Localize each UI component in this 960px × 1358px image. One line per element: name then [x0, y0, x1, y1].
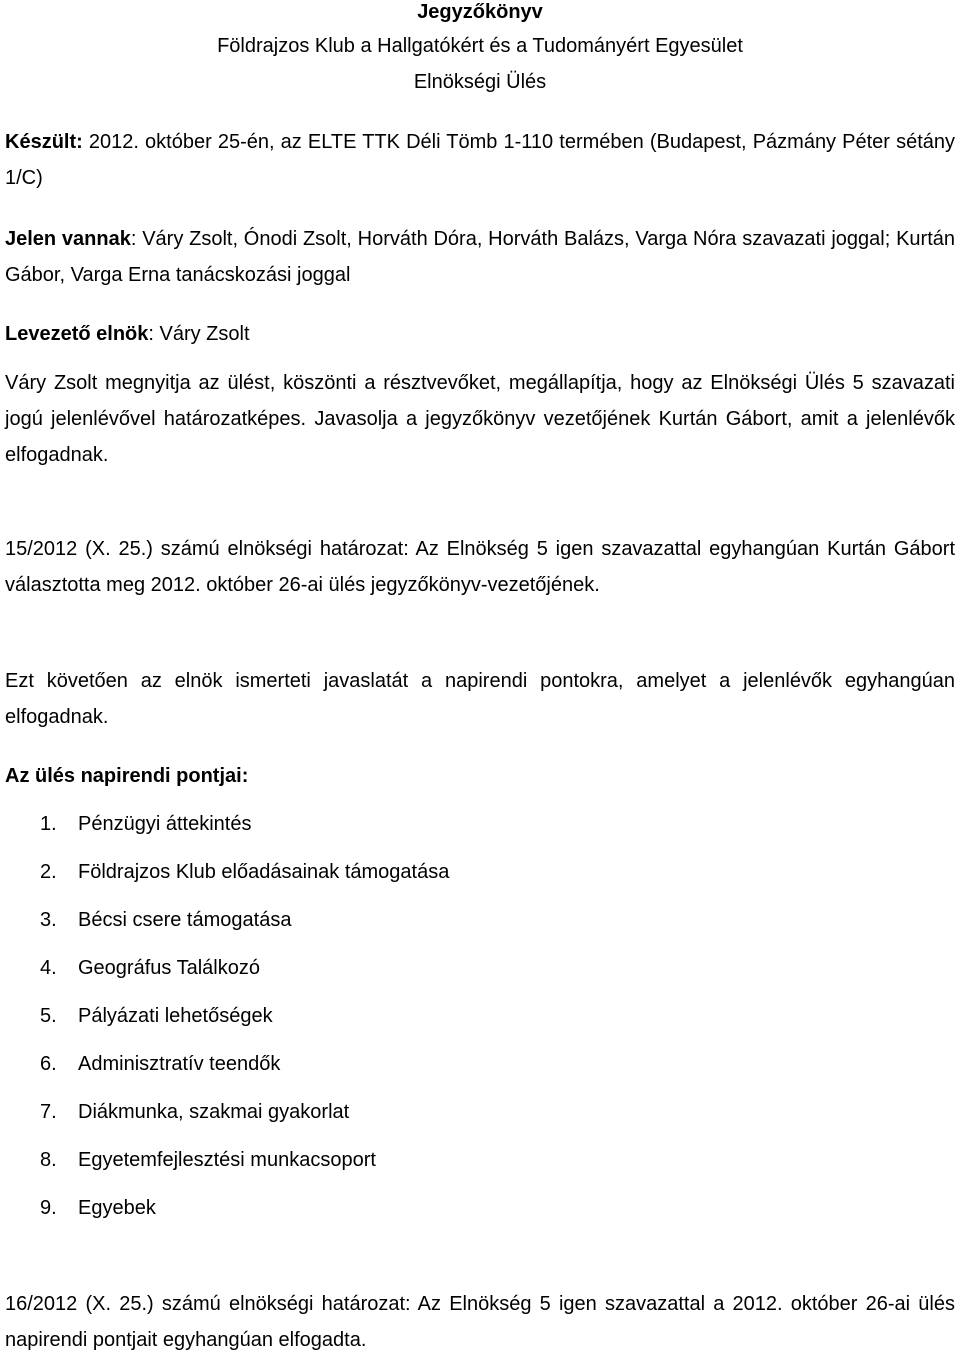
agenda-item [40, 1142, 376, 1178]
agenda-item [40, 1190, 156, 1226]
document-title: Jegyzőkönyv [417, 1, 543, 23]
agenda-item-label: Egyebek [78, 1197, 156, 1219]
chair-text: : Váry Zsolt [148, 323, 250, 345]
agenda-item-label: Pályázati lehetőségek [78, 1005, 273, 1027]
agenda-item-number: 6. [40, 1053, 57, 1075]
agenda-item-number: 5. [40, 1005, 57, 1027]
agenda-item-label: Földrajzos Klub előadásainak támogatása [78, 861, 450, 883]
agenda-item-label: Bécsi csere támogatása [78, 909, 292, 931]
agenda-item [40, 1094, 349, 1130]
prepared-paragraph [5, 124, 955, 196]
agenda-item-label: Pénzügyi áttekintés [78, 813, 252, 835]
agenda-item-label: Geográfus Találkozó [78, 957, 260, 979]
present-text: : Váry Zsolt, Ónodi Zsolt, Horváth Dóra, Horváth Balázs, Varga Nóra szavazati joggal; Kurtán Gábor, Varga Erna tanácskozási joggal [5, 228, 955, 286]
chair-label: Levezető elnök [5, 323, 149, 345]
agenda-item [40, 854, 449, 890]
prepared-label: Készült: [5, 131, 83, 153]
agenda-item-number: 8. [40, 1149, 57, 1171]
organization-name: Földrajzos Klub a Hallgatókért és a Tudományért Egyesület [217, 35, 743, 57]
agenda-item-number: 9. [40, 1197, 57, 1219]
chair-paragraph [5, 316, 955, 352]
prepared-text: 2012. október 25-én, az ELTE TTK Déli Tömb 1-110 termében (Budapest, Pázmány Péter sétány 1/C) [5, 131, 955, 189]
agenda-item [40, 1046, 280, 1082]
agenda-item-number: 4. [40, 957, 57, 979]
resolution-15-paragraph: 15/2012 (X. 25.) számú elnökségi határozat: Az Elnökség 5 igen szavazattal egyhangúan Kurtán Gábort választotta meg 2012. október 26-ai ülés jegyzőkönyv-vezetőjének. [5, 538, 955, 596]
present-paragraph [5, 221, 955, 293]
agenda-heading: Az ülés napirendi pontjai: [5, 765, 249, 787]
agenda-item-number: 7. [40, 1101, 57, 1123]
present-label: Jelen vannak [5, 228, 131, 250]
agenda-intro-paragraph: Ezt követően az elnök ismerteti javaslatát a napirendi pontokra, amelyet a jelenlévők egyhangúan elfogadnak. [5, 670, 955, 728]
agenda-item [40, 950, 260, 986]
opening-paragraph: Váry Zsolt megnyitja az ülést, köszönti a résztvevőket, megállapítja, hogy az Elnökségi Ülés 5 szavazati jogú jelenlévővel határozatképes. Javasolja a jegyzőkönyv vezetőjének Kurtán Gábort, amit a jelenlévők elfogadnak. [5, 372, 955, 466]
agenda-item-label: Diákmunka, szakmai gyakorlat [78, 1101, 350, 1123]
agenda-item [40, 998, 273, 1034]
agenda-item [40, 806, 251, 842]
agenda-item [40, 902, 291, 938]
agenda-item-number: 2. [40, 861, 57, 883]
meeting-name: Elnökségi Ülés [413, 71, 547, 93]
agenda-item-number: 1. [40, 813, 57, 835]
agenda-item-label: Adminisztratív teendők [78, 1053, 281, 1075]
agenda-item-label: Egyetemfejlesztési munkacsoport [78, 1149, 376, 1171]
agenda-item-number: 3. [40, 909, 57, 931]
resolution-16-paragraph: 16/2012 (X. 25.) számú elnökségi határozat: Az Elnökség 5 igen szavazattal a 2012. október 26-ai ülés napirendi pontjait egyhangúan elfogadta. [5, 1293, 955, 1351]
